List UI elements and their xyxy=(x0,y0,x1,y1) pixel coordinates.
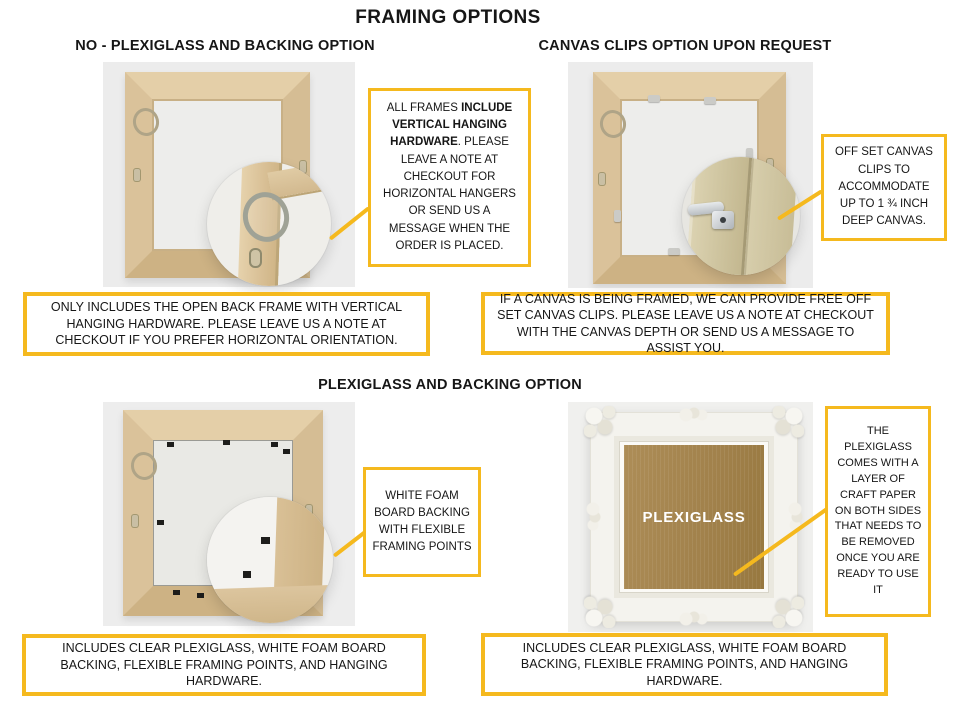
frame-side-ornament xyxy=(678,407,710,423)
description-canvas-clips: IF A CANVAS IS BEING FRAMED, WE CAN PROVIDE FREE OFF SET CANVAS CLIPS. PLEASE LEAVE US A NOTE AT CHECKOUT WITH THE CANVAS DEPTH OR SEND US A MESSAGE TO ASSIST YOU. xyxy=(481,292,890,355)
canvas-clip xyxy=(614,210,621,222)
framing-point xyxy=(167,442,174,447)
magnified-wood-rail xyxy=(207,584,333,623)
hardware-detail-magnifier xyxy=(207,162,331,286)
framing-point xyxy=(157,520,164,525)
canvas-clip xyxy=(648,95,660,102)
description-plexiglass-right: INCLUDES CLEAR PLEXIGLASS, WHITE FOAM BOARD BACKING, FLEXIBLE FRAMING POINTS, AND HANGING HARDWARE. xyxy=(481,633,888,696)
magnified-hardware-tab xyxy=(249,248,262,268)
framing-point-detail-magnifier xyxy=(207,497,333,623)
hardware-tab xyxy=(133,168,141,182)
framing-point xyxy=(173,590,180,595)
frame-side-ornament xyxy=(585,501,601,533)
callout-foam-board: WHITE FOAM BOARD BACKING WITH FLEXIBLE FRAMING POINTS xyxy=(363,467,481,577)
framing-point xyxy=(271,442,278,447)
magnified-clip-screw xyxy=(720,217,726,223)
hardware-tab xyxy=(131,514,139,528)
heading-canvas-clips-option: CANVAS CLIPS OPTION UPON REQUEST xyxy=(538,38,832,54)
callout-offset-clips: OFF SET CANVAS CLIPS TO ACCOMMODATE UP TO 1 ¾ INCH DEEP CANVAS. xyxy=(821,134,947,241)
ornate-white-frame xyxy=(590,412,798,622)
framing-point xyxy=(283,449,290,454)
page-title: FRAMING OPTIONS xyxy=(355,7,541,28)
heading-no-plexiglass-option: NO - PLEXIGLASS AND BACKING OPTION xyxy=(75,38,375,54)
canvas-clip xyxy=(704,97,716,104)
frame-side-ornament xyxy=(678,611,710,627)
framing-point xyxy=(223,440,230,445)
magnified-framing-point xyxy=(243,571,251,578)
photo-foam-board-frame xyxy=(103,402,355,626)
callout-hanging-hardware-text: ALL FRAMES INCLUDE VERTICAL HANGING HARDWARE. PLEASE LEAVE A NOTE AT CHECKOUT FOR HORIZONTAL HANGERS OR SEND US A MESSAGE WHEN THE ORDER IS PLACED. xyxy=(383,101,516,252)
photo-ornate-plexiglass-frame xyxy=(568,402,813,632)
callout-craft-paper: THE PLEXIGLASS COMES WITH A LAYER OF CRAFT PAPER ON BOTH SIDES THAT NEEDS TO BE REMOVED ONCE YOU ARE READY TO USE IT xyxy=(825,406,931,617)
framing-point xyxy=(197,593,204,598)
heading-plexiglass-option: PLEXIGLASS AND BACKING OPTION xyxy=(318,377,582,393)
hardware-tab xyxy=(598,172,606,186)
magnified-foam-board xyxy=(207,497,281,599)
description-plexiglass-left: INCLUDES CLEAR PLEXIGLASS, WHITE FOAM BOARD BACKING, FLEXIBLE FRAMING POINTS, AND HANGING HARDWARE. xyxy=(22,634,426,696)
plexiglass-label: PLEXIGLASS xyxy=(642,508,746,526)
description-no-backing: ONLY INCLUDES THE OPEN BACK FRAME WITH VERTICAL HANGING HARDWARE. PLEASE LEAVE US A NOTE AT CHECKOUT IF YOU PREFER HORIZONTAL ORIENTATION. xyxy=(23,292,430,356)
photo-canvas-clips-frame xyxy=(568,62,813,288)
photo-open-back-frame xyxy=(103,62,355,287)
magnified-framing-point xyxy=(261,537,270,544)
magnified-canvas-stretcher xyxy=(743,157,798,275)
callout-hanging-hardware xyxy=(368,88,531,267)
canvas-clip xyxy=(668,248,680,255)
